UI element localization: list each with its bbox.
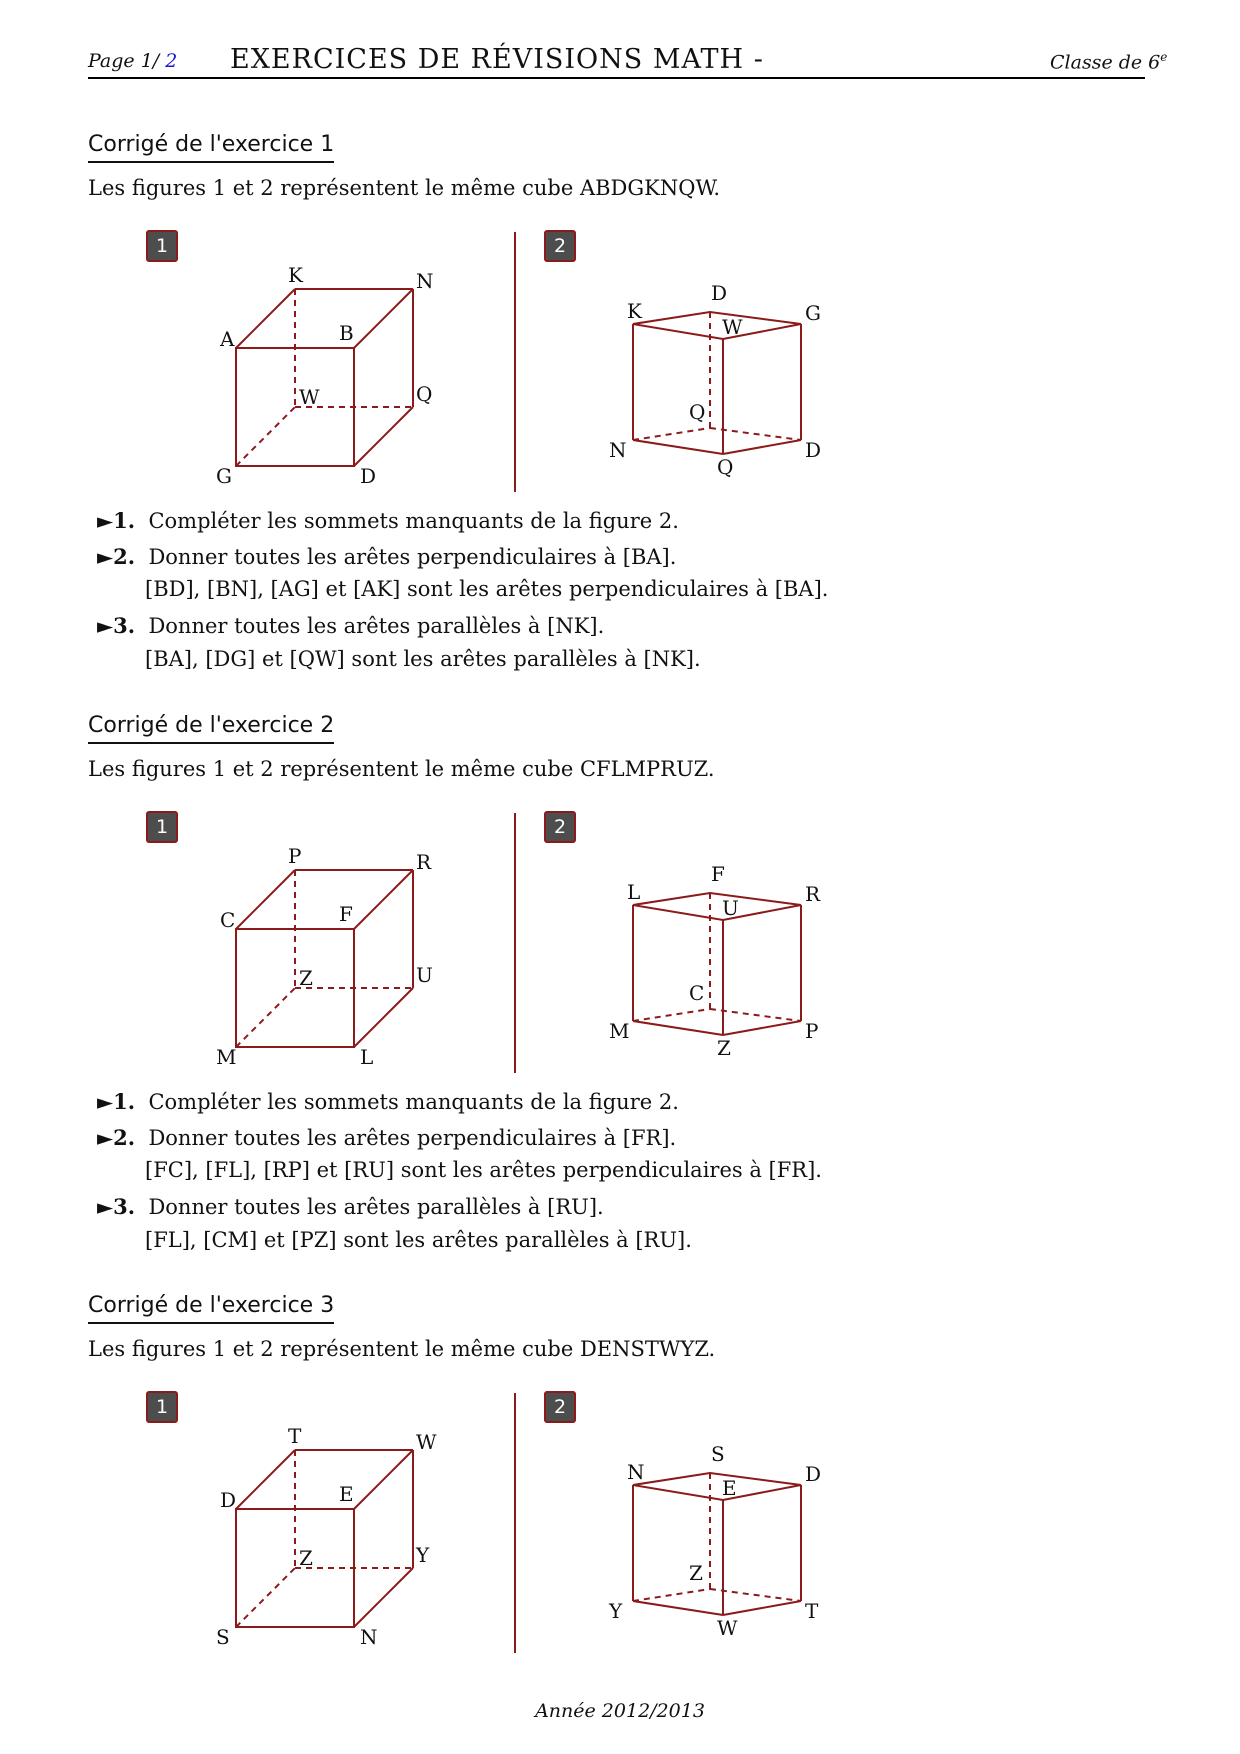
vertex-label: U (722, 896, 739, 920)
vertex-label: T (805, 1599, 819, 1623)
vertex-label: Q (717, 455, 734, 479)
answer: [FL], [CM] et [PZ] sont les arêtes parallèles à [RU]. (145, 1228, 692, 1252)
vertex-label: D (711, 281, 728, 305)
vertex-label: G (805, 301, 821, 325)
figure-2-badge: 2 (544, 1391, 576, 1423)
vertex-label: L (627, 880, 641, 904)
vertex-label: Z (689, 1561, 703, 1585)
exercise-2-title: Corrigé de l'exercice 2 (88, 713, 334, 744)
cube-figure-2 (605, 282, 835, 482)
question: ►3. Donner toutes les arêtes parallèles à [NK]. (97, 613, 605, 638)
exercise-1-title: Corrigé de l'exercice 1 (88, 132, 334, 163)
figure-1-badge: 1 (146, 230, 178, 262)
cube-figure-1 (210, 262, 440, 492)
vertex-label: N (360, 1625, 378, 1649)
question: ►1. Compléter les sommets manquants de la figure 2. (97, 508, 679, 533)
cube-figure-2 (605, 1443, 835, 1643)
answer: [BA], [DG] et [QW] sont les arêtes parallèles à [NK]. (145, 647, 701, 671)
vertex-label: B (339, 321, 354, 345)
header-rule (88, 77, 1145, 79)
figure-2-badge: 2 (544, 230, 576, 262)
vertex-label: F (339, 902, 353, 926)
vertex-label: K (627, 299, 642, 323)
exercise-3-intro: Les figures 1 et 2 représentent le même cube DENSTWYZ. (88, 1337, 716, 1361)
cube-figure-1 (210, 843, 440, 1073)
footer-year: Année 2012/2013 (535, 1700, 705, 1722)
vertex-label: T (288, 1424, 302, 1448)
vertex-label: S (711, 1442, 725, 1466)
vertex-label: K (288, 263, 303, 287)
vertex-label: N (416, 269, 434, 293)
vertex-label: N (627, 1460, 645, 1484)
vertex-label: U (416, 963, 433, 987)
vertex-label: W (299, 385, 320, 409)
cube-figure-1 (210, 1423, 440, 1653)
vertex-label: C (220, 908, 236, 932)
question: ►2. Donner toutes les arêtes perpendiculaires à [BA]. (97, 544, 677, 569)
vertex-label: N (609, 438, 627, 462)
header-title: EXERCICES DE RÉVISIONS MATH - (230, 44, 764, 75)
vertex-label: M (216, 1045, 237, 1069)
vertex-label: Q (689, 400, 706, 424)
vertex-label: Z (299, 1546, 313, 1570)
figure-separator (514, 232, 516, 492)
vertex-label: Z (717, 1036, 731, 1060)
vertex-label: C (689, 981, 705, 1005)
vertex-label: L (360, 1045, 374, 1069)
vertex-label: F (711, 862, 725, 886)
vertex-label: W (717, 1616, 738, 1640)
classe-label: Classe de 6e (1050, 50, 1168, 74)
answer: [BD], [BN], [AG] et [AK] sont les arêtes perpendiculaires à [BA]. (145, 577, 829, 601)
vertex-label: R (805, 882, 821, 906)
vertex-label: G (216, 464, 232, 488)
page-total-link[interactable]: 2 (165, 50, 178, 72)
cube-figure-2 (605, 863, 835, 1063)
vertex-label: S (216, 1625, 230, 1649)
vertex-label: D (805, 438, 822, 462)
vertex-label: M (609, 1019, 630, 1043)
page-label: Page 1/ (88, 50, 160, 72)
vertex-label: Y (609, 1599, 623, 1623)
vertex-label: Q (416, 382, 433, 406)
vertex-label: A (220, 327, 235, 351)
exercise-1-intro: Les figures 1 et 2 représentent le même cube ABDGKNQW. (88, 176, 721, 200)
exercise-2-intro: Les figures 1 et 2 représentent le même cube CFLMPRUZ. (88, 757, 715, 781)
figure-1-badge: 1 (146, 811, 178, 843)
page-indicator (88, 50, 177, 72)
vertex-label: W (722, 315, 743, 339)
vertex-label: Z (299, 966, 313, 990)
vertex-label: D (360, 464, 377, 488)
figure-separator (514, 1393, 516, 1653)
question: ►3. Donner toutes les arêtes parallèles à [RU]. (97, 1194, 604, 1219)
exercise-3-title: Corrigé de l'exercice 3 (88, 1293, 334, 1324)
vertex-label: E (339, 1482, 354, 1506)
answer: [FC], [FL], [RP] et [RU] sont les arêtes perpendiculaires à [FR]. (145, 1158, 822, 1182)
figure-1-badge: 1 (146, 1391, 178, 1423)
vertex-label: P (288, 844, 302, 868)
vertex-label: R (416, 850, 432, 874)
vertex-label: W (416, 1430, 437, 1454)
vertex-label: Y (416, 1543, 430, 1567)
vertex-label: P (805, 1019, 819, 1043)
vertex-label: D (805, 1462, 822, 1486)
vertex-label: D (220, 1488, 237, 1512)
question: ►1. Compléter les sommets manquants de la figure 2. (97, 1089, 679, 1114)
figure-2-badge: 2 (544, 811, 576, 843)
figure-separator (514, 813, 516, 1073)
question: ►2. Donner toutes les arêtes perpendiculaires à [FR]. (97, 1125, 677, 1150)
vertex-label: E (722, 1476, 737, 1500)
